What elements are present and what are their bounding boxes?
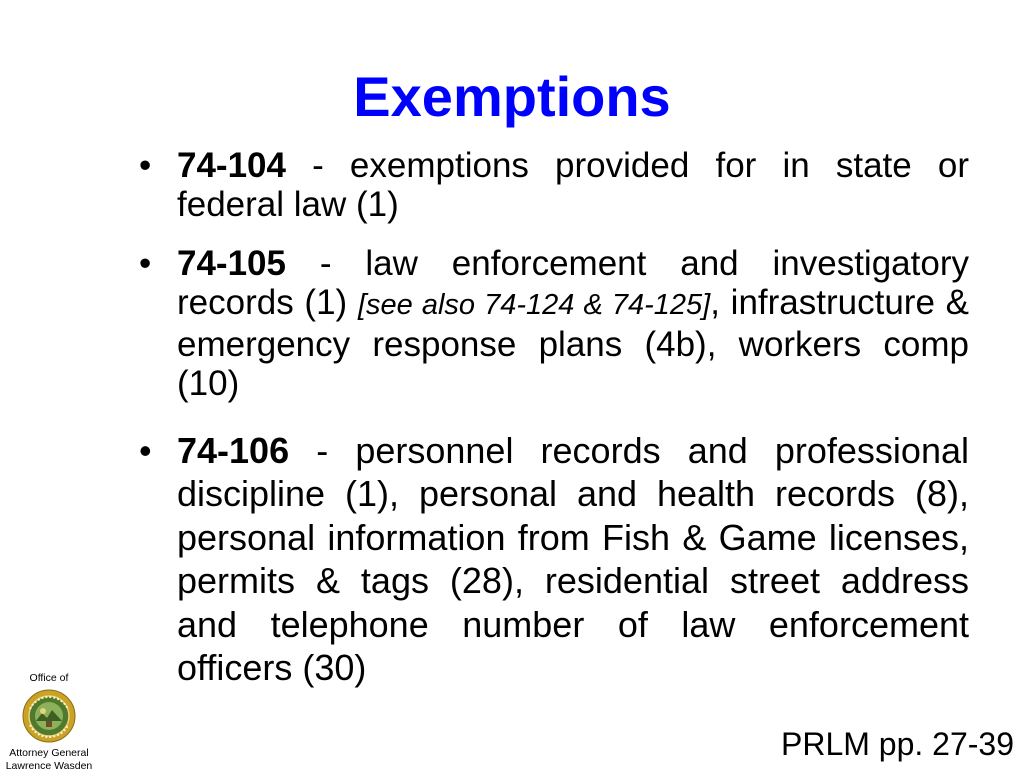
logo-caption-name: Lawrence Wasden: [5, 760, 93, 772]
bullet-74-104: [177, 146, 969, 224]
attorney-general-logo: [0, 672, 98, 773]
bullet-text-continued: , infrastructure & emergency response plans (4b), workers comp (10): [177, 283, 969, 403]
slide-title: Exemptions: [353, 65, 671, 128]
bullet-text: - exemptions provided for in state or federal law (1): [177, 146, 969, 224]
statute-code: 74-105: [177, 244, 286, 283]
footer-reference: PRLM pp. 27-39: [780, 726, 1014, 762]
logo-office-label: Office of: [29, 672, 69, 684]
bullet-74-106: [177, 429, 969, 689]
bullet-text: - law enforcement and investigatory records (1): [177, 244, 969, 322]
statute-code: 74-104: [177, 146, 286, 185]
exemptions-list: [177, 146, 969, 689]
bullet-text: - personnel records and professional discipline (1), personal and health records (8), personal information from Fish & Game licenses, permits & tags (28), residential street address and telephone number of law enforcement officers (30): [177, 430, 969, 689]
logo-caption-title: Attorney General: [9, 747, 89, 759]
bullet-74-105: [177, 244, 969, 403]
state-seal-icon: [22, 689, 76, 743]
cross-reference: [see also 74-124 & 74-125]: [357, 289, 711, 321]
statute-code: 74-106: [177, 430, 290, 471]
